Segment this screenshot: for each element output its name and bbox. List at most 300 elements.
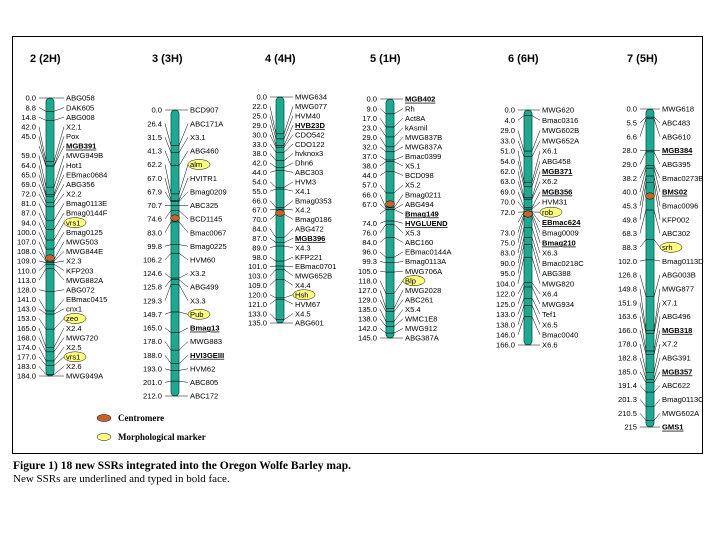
marker-label: X4.3 [295,243,311,253]
marker-position: 124.6 [142,269,162,279]
marker-connector-left [39,213,46,229]
marker-label: X2.2 [66,189,82,199]
marker-label: MWG837A [405,142,443,152]
new-ssr-label: MGB391 [66,141,97,151]
marker-position: 166.0 [495,340,515,350]
marker-connector-right [394,271,403,272]
marker-connector-right [394,147,403,152]
marker-label: ABG395 [662,160,691,170]
marker-connector-right [532,283,540,294]
marker-position: 5.5 [626,118,637,128]
marker-position: 84.0 [252,224,267,234]
marker-label: CDO122 [295,139,325,149]
marker-connector-left [380,221,386,223]
marker-position: 37.0 [362,152,377,162]
marker-connector-left [39,261,46,263]
marker-position: 51.0 [500,146,515,156]
new-ssr-label: HVI3GEIII [190,350,225,360]
marker-position: 135.0 [247,318,267,328]
marker-label: Pub [190,309,204,319]
marker-connector-left [518,151,524,182]
marker-label: MWG652B [295,271,333,281]
marker-label: ABG610 [662,132,691,142]
marker-connector-left [270,214,276,219]
new-ssr-label: BMS02 [662,187,688,197]
marker-connector-left [270,246,276,248]
marker-label: ABC171A [190,119,224,129]
marker-connector-right [394,109,403,114]
marker-position: 22.0 [252,102,267,112]
marker-position: 49.8 [622,215,637,225]
marker-connector-right [654,399,660,406]
marker-position: 74.0 [362,218,377,228]
marker-connector-right [179,312,188,314]
marker-label: BCD098 [405,171,434,181]
marker-label: X3.1 [190,132,206,142]
marker-position: 6.6 [626,132,637,142]
marker-position: 14.8 [21,112,36,122]
marker-label: HVM60 [190,255,216,265]
marker-label: X5.1 [405,161,421,171]
marker-label: X2.3 [66,256,82,266]
marker-connector-right [179,245,188,247]
marker-position: 106.2 [142,255,162,265]
marker-position: 67.0 [252,205,267,215]
marker-position: 26.4 [147,119,162,129]
chromosome-title: 7 (5H) [627,53,658,65]
marker-position: 29.0 [362,132,377,142]
marker-label: ABC483 [662,118,691,128]
chromosome-5 [496,53,584,350]
marker-position: 133.0 [247,309,267,319]
marker-position: 128.0 [16,285,36,295]
new-ssr-label: MGB371 [542,167,573,177]
marker-connector-left [380,204,386,209]
marker-label: HVM67 [295,299,321,309]
marker-label: MWG620 [542,105,575,115]
marker-label: MWG934 [542,299,575,309]
marker-position: 57.0 [362,180,377,190]
marker-connector-left [165,253,171,260]
marker-connector-left [640,372,646,383]
marker-label: HVM3 [295,177,317,187]
marker-connector-right [394,221,403,223]
marker-connector-right [54,290,64,292]
centromere-legend-label: Centromere [118,413,165,423]
marker-connector-left [270,257,276,261]
marker-position: 67.0 [147,173,162,183]
marker-connector-left [380,209,386,213]
marker-position: 151.9 [617,298,637,308]
marker-connector-left [380,137,386,147]
marker-label: ABG460 [190,146,219,156]
marker-connector-left [39,203,46,220]
marker-position: 70.7 [147,201,162,211]
marker-connector-right [394,281,403,294]
marker-connector-right [284,214,293,219]
marker-connector-left [640,152,646,164]
marker-connector-left [165,328,171,333]
marker-label: ABG494 [405,199,434,209]
marker-connector-right [284,238,293,242]
marker-connector-right [179,124,188,146]
marker-label: MWG882A [66,275,104,285]
marker-position: 99.3 [362,257,377,267]
marker-connector-left [165,381,171,382]
marker-label: EBmac0701 [295,262,337,272]
marker-connector-left [39,269,46,280]
marker-connector-right [284,257,293,261]
marker-position: 125.0 [495,299,515,309]
marker-label: Bmac0067 [190,228,227,238]
marker-position: 129.3 [142,296,162,306]
marker-position: 74.6 [147,214,162,224]
marker-connector-right [179,253,188,260]
marker-connector-right [179,151,188,166]
marker-connector-right [532,305,540,324]
marker-position: 178.0 [617,339,637,349]
marker-connector-right [54,213,64,229]
marker-connector-right [54,156,64,188]
marker-position: 32.0 [362,142,377,152]
marker-connector-right [179,369,188,371]
marker-connector-right [284,189,293,191]
marker-connector-left [39,136,46,166]
marker-position: 99.8 [147,241,162,251]
marker-connector-right [654,372,660,383]
new-ssr-label: HVGLUEND [405,218,448,228]
marker-connector-right [179,137,188,152]
marker-position: 0.0 [366,94,377,104]
marker-connector-right [394,309,403,321]
marker-connector-right [654,152,660,164]
marker-connector-right [654,260,660,261]
marker-label: X6.3 [542,248,558,258]
marker-connector-right [179,211,188,219]
marker-connector-left [270,300,276,305]
marker-position: 83.0 [147,228,162,238]
marker-label: ABG058 [66,93,95,103]
marker-connector-left [640,240,646,248]
marker-label: MWG883 [190,337,223,347]
marker-connector-right [54,194,64,207]
new-ssr-label: MGB402 [405,94,436,104]
marker-label: Bmag0009 [542,228,579,238]
marker-label: Bmag0125 [66,227,103,237]
marker-label: cnx1 [66,304,83,314]
marker-connector-right [394,128,403,137]
marker-label: ABC261 [405,295,434,305]
marker-position: 87.0 [252,233,267,243]
marker-label: vrs1 [66,218,81,228]
marker-label: Bmac0040 [542,330,579,340]
marker-connector-right [54,242,64,260]
marker-connector-left [380,185,386,193]
marker-connector-right [654,413,660,420]
marker-connector-left [39,357,46,366]
marker-position: 42.0 [252,158,267,168]
marker-position: 138.0 [357,314,377,324]
marker-label: X5.2 [405,180,421,190]
marker-position: 110.0 [17,266,36,276]
centromere [524,211,533,217]
marker-position: 68.3 [622,229,637,239]
marker-connector-right [532,161,540,186]
marker-connector-right [284,171,293,173]
marker-label: Dhn6 [295,158,314,168]
marker-position: 67.0 [362,199,377,209]
marker-connector-left [380,147,386,152]
marker-position: 103.0 [247,271,267,281]
marker-position: 105.0 [357,266,377,276]
marker-position: 166.0 [617,325,637,335]
new-ssr-label: GMS1 [662,422,684,432]
marker-label: ABG003B [662,270,696,280]
marker-connector-right [179,273,188,278]
marker-connector-left [380,118,386,127]
marker-position: 149.8 [617,284,637,294]
marker-connector-right [532,130,540,151]
marker-position: 178.0 [142,337,162,347]
marker-label: ABC172 [190,391,219,401]
marker-connector-right [54,232,64,249]
marker-label: KFP203 [66,266,94,276]
marker-label: Bmag0186 [295,215,332,225]
marker-position: 201.3 [617,395,637,405]
marker-connector-left [270,171,276,173]
marker-position: 17.0 [362,113,377,123]
marker-position: 29.0 [500,126,515,136]
marker-connector-right [284,314,293,320]
marker-connector-left [165,280,171,287]
marker-connector-left [39,194,46,207]
marker-position: 146.0 [495,330,515,340]
marker-label: X6.2 [542,177,558,187]
marker-connector-right [179,222,188,233]
marker-label: ABC325 [190,201,219,211]
marker-connector-left [380,156,386,160]
marker-connector-right [284,154,293,161]
marker-position: 126.8 [617,270,637,280]
marker-connector-right [284,163,293,167]
marker-position: 193.0 [142,364,162,374]
marker-position: 163.6 [617,312,637,322]
marker-label: ABG356 [66,179,95,189]
marker-position: 45.0 [21,132,36,142]
marker-position: 201.0 [142,378,162,388]
marker-position: 70.0 [252,215,267,225]
marker-connector-left [518,305,524,324]
marker-position: 8.8 [25,103,36,113]
marker-connector-left [39,223,46,240]
marker-connector-left [39,108,46,112]
marker-position: 64.0 [21,160,36,170]
marker-connector-left [380,172,386,176]
marker-position: 41.3 [147,146,162,156]
marker-connector-left [270,201,276,208]
marker-label: MWG077 [295,102,328,112]
marker-connector-left [39,290,46,292]
marker-connector-left [518,257,524,283]
marker-position: 83.0 [500,248,515,258]
marker-connector-right [532,287,540,304]
marker-label: HVM40 [295,111,321,121]
marker-label: Bmac0316 [542,115,579,125]
marker-position: 215 [624,422,637,432]
marker-connector-right [654,303,660,334]
marker-label: rob [542,207,553,217]
marker-connector-right [179,280,188,287]
marker-position: 23.0 [362,123,377,133]
marker-position: 72.0 [21,189,36,199]
marker-connector-left [270,238,276,242]
marker-connector-right [284,295,293,298]
marker-connector-right [394,262,403,263]
marker-label: MWG652A [542,136,580,146]
marker-position: 127.0 [357,285,377,295]
marker-connector-left [165,284,171,300]
marker-connector-right [654,240,660,248]
marker-label: EBmac0415 [66,295,108,305]
legend [97,413,206,442]
marker-connector-right [284,182,293,188]
marker-connector-right [179,355,188,363]
marker-position: 28.0 [622,146,637,156]
marker-position: 38.0 [252,149,267,159]
new-ssr-label: HVB23D [295,120,325,130]
marker-position: 75.0 [500,238,515,248]
marker-position: 142.0 [357,324,377,334]
centromere [46,255,55,261]
marker-label: Bmag0144F [66,208,108,218]
chromosome-bar [386,99,394,338]
marker-position: 33.0 [500,136,515,146]
marker-position: 70.0 [500,197,515,207]
marker-connector-right [54,366,64,374]
chromosome-bar [46,98,54,376]
caption-title: Figure 1) 18 new SSRs integrated into the Oregon Wolfe Barley map. [13,460,351,472]
marker-connector-right [54,357,64,366]
marker-connector-left [380,162,386,166]
marker-label: X6.6 [542,340,558,350]
marker-connector-left [270,154,276,161]
marker-position: 109.0 [16,256,36,266]
marker-connector-right [394,162,403,166]
marker-legend-label: Morphological marker [118,432,206,442]
marker-connector-left [270,209,276,210]
marker-label: MWG949A [66,371,104,381]
marker-label: ABG458 [542,156,571,166]
marker-connector-right [54,223,64,240]
marker-position: 135.0 [357,305,377,315]
marker-connector-right [179,381,188,382]
marker-connector-left [39,264,46,270]
marker-connector-left [640,386,646,393]
marker-position: 0.0 [504,105,515,115]
new-ssr-label: MGB396 [295,233,326,243]
marker-label: X5.4 [405,305,421,315]
marker-position: 25.0 [252,111,267,121]
marker-position: 76.0 [362,228,377,238]
marker-position: 113.0 [17,275,36,285]
marker-connector-right [532,317,540,335]
marker-label: Rh [405,104,415,114]
marker-position: 100.0 [16,227,36,237]
marker-label: X2.5 [66,342,82,352]
marker-label: zeo [66,314,79,324]
marker-connector-right [394,204,403,209]
marker-label: Pox [66,132,80,142]
marker-position: 87.0 [21,208,36,218]
marker-connector-left [380,195,386,208]
marker-label: MWG844E [66,247,104,257]
marker-position: 165.0 [16,323,36,333]
marker-connector-right [284,246,293,248]
marker-position: 0.0 [25,93,36,103]
marker-connector-left [165,355,171,363]
marker-position: 38.0 [362,161,377,171]
marker-connector-right [179,342,188,351]
marker-label: X3.2 [190,269,206,279]
marker-position: 90.0 [500,258,515,268]
marker-label: MWG634 [295,92,328,102]
marker-label: MWG602A [662,408,700,418]
marker-connector-right [654,289,660,331]
marker-position: 143.0 [16,304,36,314]
marker-label: DAK605 [66,103,95,113]
marker-connector-right [394,185,403,193]
marker-label: EBmac0144A [405,247,452,257]
marker-connector-left [39,165,46,195]
marker-connector-left [39,318,46,329]
marker-position: 31.5 [147,132,162,142]
marker-label: Bmag0113D [662,256,704,266]
marker-connector-left [270,314,276,320]
marker-label: Bmag0211 [405,190,442,200]
marker-position: 38.2 [622,173,637,183]
marker-label: alm [190,160,203,170]
marker-label: X4.4 [295,281,311,291]
marker-connector-left [640,119,646,137]
marker-position: 33.0 [252,139,267,149]
marker-connector-right [394,156,403,160]
marker-connector-left [380,224,386,233]
marker-connector-right [394,224,403,233]
marker-position: 84.0 [362,238,377,248]
marker-connector-right [532,141,540,157]
marker-connector-right [54,264,64,270]
marker-connector-left [380,271,386,272]
marker-connector-right [54,269,64,280]
marker-connector-left [165,342,171,351]
centromere-legend-symbol [97,415,111,422]
marker-position: 44.0 [252,168,267,178]
marker-label: Hot1 [66,160,83,170]
marker-connector-left [518,130,524,151]
marker-label: ABG388 [542,269,571,279]
marker-connector-right [54,108,64,112]
marker-position: 185.0 [617,367,637,377]
marker-connector-right [394,252,403,257]
marker-connector-right [654,119,660,137]
chromosome-4 [358,53,452,343]
marker-position: 66.0 [252,196,267,206]
marker-label: HVITR1 [190,173,218,183]
marker-label: Bmag0113E [66,199,108,209]
marker-connector-left [270,182,276,188]
marker-position: 45.3 [622,201,637,211]
marker-position: 42.0 [21,122,36,132]
